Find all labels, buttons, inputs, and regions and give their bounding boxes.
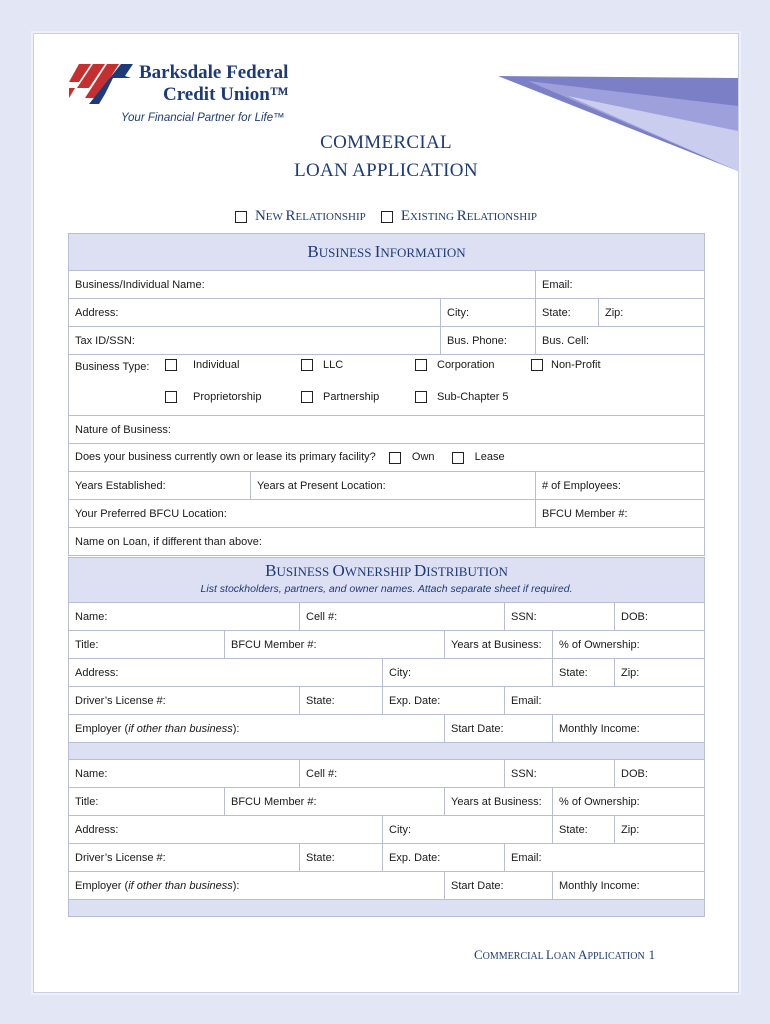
type-partnership-option[interactable] <box>301 391 379 403</box>
ownership-heading <box>69 558 705 603</box>
bfcu-member-field[interactable]: BFCU Member #: <box>536 500 705 528</box>
type-llc-checkbox[interactable] <box>301 359 313 371</box>
new-relationship-checkbox[interactable] <box>235 211 247 223</box>
owner1-cell-field[interactable]: Cell #: <box>300 603 505 631</box>
nature-of-business-field[interactable]: Nature of Business: <box>69 416 705 444</box>
type-nonprofit-option[interactable] <box>531 359 601 371</box>
owner2-cell-field[interactable]: Cell #: <box>300 760 505 788</box>
owner1-drivers-license-field[interactable]: Driver’s License #: <box>69 687 300 715</box>
title-line1: COMMERCIAL <box>320 132 452 153</box>
type-corporation-checkbox[interactable] <box>415 359 427 371</box>
type-proprietorship-label: Proprietorship <box>193 391 262 403</box>
owner1-exp-date-field[interactable]: Exp. Date: <box>383 687 505 715</box>
owner-separator-band <box>69 743 705 760</box>
owner2-state-field[interactable]: State: <box>553 816 615 844</box>
heading-part: WNERSHIP <box>344 564 415 579</box>
heading-part: D <box>414 561 427 580</box>
owner1-title-field[interactable]: Title: <box>69 631 225 659</box>
owner2-ownership-pct-field[interactable]: % of Ownership: <box>553 788 705 816</box>
label-part: ELATIONSHIP <box>295 211 366 223</box>
label-part: ELATIONSHIP <box>466 211 538 223</box>
label-part: XISTING <box>409 211 457 223</box>
type-partnership-label: Partnership <box>323 391 380 403</box>
ownership-distribution-table <box>68 557 705 917</box>
page-footer <box>474 946 655 964</box>
owner2-city-field[interactable]: City: <box>383 816 553 844</box>
owner1-dob-field[interactable]: DOB: <box>615 603 705 631</box>
owner2-name-field[interactable]: Name: <box>69 760 300 788</box>
type-subchapter-label: Sub-Chapter 5 <box>437 391 509 403</box>
application-page <box>33 33 739 993</box>
business-state-field[interactable]: State: <box>536 299 599 327</box>
owner2-ssn-field[interactable]: SSN: <box>505 760 615 788</box>
business-city-field[interactable]: City: <box>441 299 536 327</box>
brand-name <box>139 62 289 106</box>
label-part: EW <box>265 211 286 223</box>
flag-logo-icon <box>69 64 133 106</box>
employer-label-part: ): <box>232 879 240 892</box>
employer-label-part: Employer ( <box>75 722 129 735</box>
lease-checkbox[interactable] <box>452 452 464 464</box>
title-line2: LOAN APPLICATION <box>294 160 478 181</box>
name-on-loan-field[interactable]: Name on Loan, if different than above: <box>69 528 705 556</box>
owner2-dob-field[interactable]: DOB: <box>615 760 705 788</box>
employer-label-part: Employer ( <box>75 879 129 892</box>
footer-part: C <box>474 947 483 962</box>
owner1-ssn-field[interactable]: SSN: <box>505 603 615 631</box>
owner1-city-field[interactable]: City: <box>383 659 553 687</box>
type-partnership-checkbox[interactable] <box>301 391 313 403</box>
type-corporation-option[interactable] <box>415 359 494 371</box>
lease-label: Lease <box>474 451 505 464</box>
label-part: R <box>285 208 296 224</box>
type-individual-option[interactable] <box>165 359 239 371</box>
type-nonprofit-label: Non-Profit <box>551 359 601 371</box>
employees-field[interactable]: # of Employees: <box>536 472 705 500</box>
footer-part: PPLICATION <box>587 951 645 962</box>
heading-part: ISTRIBUTION <box>426 564 508 579</box>
new-relationship-label <box>255 208 366 225</box>
own-checkbox[interactable] <box>389 452 401 464</box>
owner2-dl-state-field[interactable]: State: <box>300 844 383 872</box>
own-lease-row <box>69 444 705 472</box>
heading-part: NFORMATION <box>380 245 466 260</box>
type-llc-label: LLC <box>323 359 344 371</box>
type-individual-checkbox[interactable] <box>165 359 177 371</box>
business-zip-field[interactable]: Zip: <box>599 299 705 327</box>
owner2-drivers-license-field[interactable]: Driver’s License #: <box>69 844 300 872</box>
existing-relationship-option[interactable] <box>381 208 537 225</box>
business-information-heading <box>69 234 705 271</box>
existing-relationship-label <box>401 208 537 225</box>
label-part: R <box>456 208 467 224</box>
bus-cell-field[interactable]: Bus. Cell: <box>536 327 705 355</box>
owner2-email-field[interactable]: Email: <box>505 844 705 872</box>
relationship-options <box>34 208 738 226</box>
owner2-employer-field[interactable] <box>69 872 445 900</box>
preferred-location-field[interactable]: Your Preferred BFCU Location: <box>69 500 536 528</box>
tax-id-field[interactable]: Tax ID/SSN: <box>69 327 441 355</box>
heading-part: O <box>332 561 345 580</box>
employer-label-italic: if other than business <box>128 879 233 892</box>
owner2-years-business-field[interactable]: Years at Business: <box>445 788 553 816</box>
footer-part: OMMERCIAL <box>482 951 546 962</box>
type-subchapter-checkbox[interactable] <box>415 391 427 403</box>
employer-label-part: ): <box>232 722 240 735</box>
type-subchapter-option[interactable] <box>415 391 509 403</box>
owner1-name-field[interactable]: Name: <box>69 603 300 631</box>
page-number: 1 <box>648 947 656 962</box>
owner1-zip-field[interactable]: Zip: <box>615 659 705 687</box>
type-individual-label: Individual <box>193 359 240 371</box>
owner2-exp-date-field[interactable]: Exp. Date: <box>383 844 505 872</box>
ownership-bottom-band <box>69 900 705 917</box>
years-present-location-field[interactable]: Years at Present Location: <box>251 472 536 500</box>
owner1-start-date-field[interactable]: Start Date: <box>445 715 553 743</box>
ownership-subtitle: List stockholders, partners, and owner names. Attach separate sheet if required. <box>200 583 573 595</box>
owner2-member-field[interactable]: BFCU Member #: <box>225 788 445 816</box>
label-part: N <box>254 208 266 224</box>
heading-part: USINESS <box>318 245 375 260</box>
brand-name-line1: Barksdale Federal <box>139 62 289 83</box>
owner1-member-field[interactable]: BFCU Member #: <box>225 631 445 659</box>
business-name-field[interactable]: Business/Individual Name: <box>69 271 536 299</box>
owner2-address-field[interactable]: Address: <box>69 816 383 844</box>
owner1-years-business-field[interactable]: Years at Business: <box>445 631 553 659</box>
owner1-address-field[interactable]: Address: <box>69 659 383 687</box>
label-part: E <box>400 208 410 224</box>
type-nonprofit-checkbox[interactable] <box>531 359 543 371</box>
type-llc-option[interactable] <box>301 359 343 371</box>
heading-part: B <box>265 561 277 580</box>
owner1-email-field[interactable]: Email: <box>505 687 705 715</box>
brand-tagline: Your Financial Partner for Life™ <box>121 112 285 124</box>
ownership-heading-title <box>75 563 698 581</box>
owner2-start-date-field[interactable]: Start Date: <box>445 872 553 900</box>
owner1-dl-state-field[interactable]: State: <box>300 687 383 715</box>
owner1-monthly-income-field[interactable]: Monthly Income: <box>553 715 705 743</box>
business-email-field[interactable]: Email: <box>536 271 705 299</box>
footer-part: L <box>545 947 554 962</box>
owner2-zip-field[interactable]: Zip: <box>615 816 705 844</box>
employer-label-italic: if other than business <box>128 722 233 735</box>
new-relationship-option[interactable] <box>235 208 366 225</box>
heading-part: B <box>307 242 319 261</box>
footer-part: OAN <box>553 951 579 962</box>
business-type-row <box>69 355 705 416</box>
owner1-ownership-pct-field[interactable]: % of Ownership: <box>553 631 705 659</box>
years-established-field[interactable]: Years Established: <box>69 472 251 500</box>
footer-part: A <box>578 947 588 962</box>
brand-name-line2: Credit Union™ <box>163 84 289 105</box>
owner1-state-field[interactable]: State: <box>553 659 615 687</box>
owner2-monthly-income-field[interactable]: Monthly Income: <box>553 872 705 900</box>
business-information-table <box>68 233 705 556</box>
owner2-title-field[interactable]: Title: <box>69 788 225 816</box>
owner1-employer-field[interactable] <box>69 715 445 743</box>
heading-part: I <box>374 242 381 261</box>
own-lease-question: Does your business currently own or lease its primary facility? <box>75 451 376 464</box>
corner-swoosh-graphic <box>498 76 738 171</box>
type-corporation-label: Corporation <box>437 359 495 371</box>
business-type-label: Business Type: <box>75 361 150 373</box>
heading-part: USINESS <box>276 564 333 579</box>
business-address-field[interactable]: Address: <box>69 299 441 327</box>
own-label: Own <box>411 451 435 464</box>
existing-relationship-checkbox[interactable] <box>381 211 393 223</box>
bus-phone-field[interactable]: Bus. Phone: <box>441 327 536 355</box>
type-proprietorship-checkbox[interactable] <box>165 391 177 403</box>
type-proprietorship-option[interactable] <box>165 391 261 403</box>
